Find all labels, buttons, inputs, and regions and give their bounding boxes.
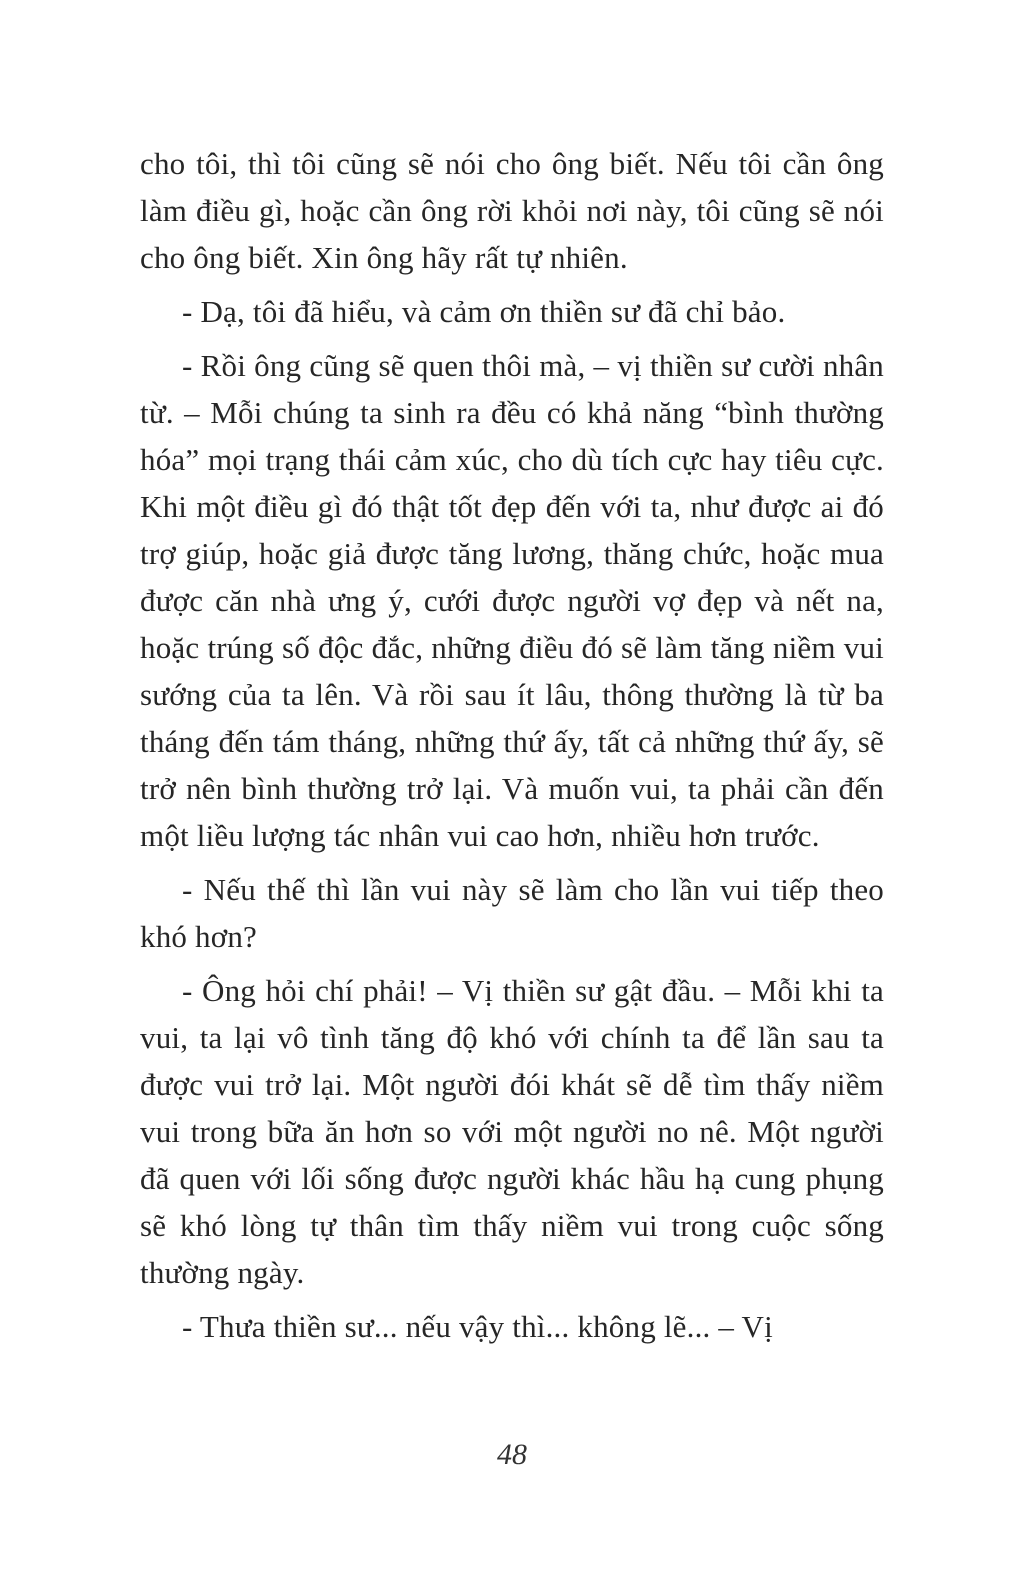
- paragraph-dialogue-3: - Nếu thế thì lần vui này sẽ làm cho lần vui tiếp theo khó hơn?: [140, 872, 884, 954]
- paragraph-continuation: cho tôi, thì tôi cũng sẽ nói cho ông biết. Nếu tôi cần ông làm điều gì, hoặc cần ông rời khỏi nơi này, tôi cũng sẽ nói cho ông biết. Xin ông hãy rất tự nhiên.: [140, 146, 884, 275]
- text-block: [140, 140, 884, 1357]
- page-number: 48: [497, 1438, 527, 1471]
- paragraph-dialogue-5: - Thưa thiền sư... nếu vậy thì... không lẽ... – Vị: [182, 1309, 773, 1344]
- paragraph-dialogue-1: - Dạ, tôi đã hiểu, và cảm ơn thiền sư đã chỉ bảo.: [182, 294, 786, 329]
- paragraph-dialogue-2: - Rồi ông cũng sẽ quen thôi mà, – vị thiền sư cười nhân từ. – Mỗi chúng ta sinh ra đều có khả năng “bình thường hóa” mọi trạng thái cảm xúc, cho dù tích cực hay tiêu cực. Khi một điều gì đó thật tốt đẹp đến với ta, như được ai đó trợ giúp, hoặc giả được tăng lương, thăng chức, hoặc mua được căn nhà ưng ý, cưới được người vợ đẹp và nết na, hoặc trúng số độc đắc, những điều đó sẽ làm tăng niềm vui sướng của ta lên. Và rồi sau ít lâu, thông thường là từ ba tháng đến tám tháng, những thứ ấy, tất cả những thứ ấy, sẽ trở nên bình thường trở lại. Và muốn vui, ta phải cần đến một liều lượng tác nhân vui cao hơn, nhiều hơn trước.: [140, 348, 884, 853]
- paragraph-dialogue-4: - Ông hỏi chí phải! – Vị thiền sư gật đầu. – Mỗi khi ta vui, ta lại vô tình tăng độ khó với chính ta để lần sau ta được vui trở lại. Một người đói khát sẽ dễ tìm thấy niềm vui trong bữa ăn hơn so với một người no nê. Một người đã quen với lối sống được người khác hầu hạ cung phụng sẽ khó lòng tự thân tìm thấy niềm vui trong cuộc sống thường ngày.: [140, 973, 884, 1290]
